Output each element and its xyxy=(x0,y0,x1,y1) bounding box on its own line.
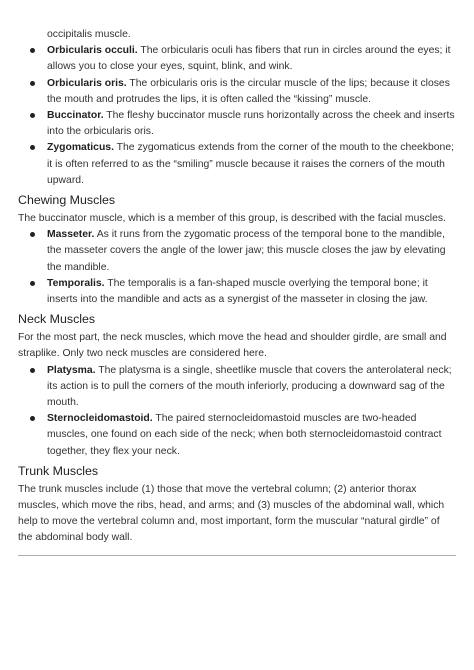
bullet-icon xyxy=(30,48,35,53)
bullet-icon xyxy=(30,81,35,86)
bullet-icon xyxy=(30,281,35,286)
list-item xyxy=(18,76,456,108)
list-item xyxy=(18,140,456,189)
neck-muscle-list xyxy=(18,363,456,460)
bullet-icon xyxy=(30,416,35,421)
chewing-muscles-intro: The buccinator muscle, which is a member of this group, is described with the facial muscles. xyxy=(18,213,446,225)
list-item xyxy=(18,108,456,140)
trunk-muscles-intro: The trunk muscles include (1) those that move the vertebral column; (2) anterior thorax muscles, which move the ribs, head, and arms; and (3) muscles of the abdominal wall, which help to move the vertebral column and, most important, form the muscular “natural girdle” of the abdominal body wall. xyxy=(18,483,445,544)
neck-muscles-heading: Neck Muscles xyxy=(18,312,96,327)
term-description: The temporalis is a fan-shaped muscle overlying the temporal bone; it inserts into the mandible and acts as a synergist of the masseter in closing the jaw. xyxy=(47,277,428,306)
term-description: As it runs from the zygomatic process of the temporal bone to the mandible, the masseter covers the angle of the lower jaw; this muscle closes the jaw by elevating the mandible. xyxy=(47,229,446,273)
document-page xyxy=(18,27,456,564)
chewing-muscle-list xyxy=(18,227,456,308)
term-label: Masseter. xyxy=(47,229,95,241)
facial-muscle-list xyxy=(18,43,456,189)
intro-continuation: occipitalis muscle. xyxy=(47,29,131,40)
chewing-muscles-heading: Chewing Muscles xyxy=(18,193,116,208)
term-description: The orbicularis oris is the circular muscle of the lips; because it closes the mouth and protrudes the lips, it is often called the “kissing” muscle. xyxy=(47,77,450,105)
term-label: Platysma. xyxy=(47,364,96,376)
trunk-muscles-heading: Trunk Muscles xyxy=(18,463,99,478)
list-item xyxy=(18,363,456,412)
term-description: The platysma is a single, sheetlike muscle that covers the anterolateral neck; its action is to pull the corners of the mouth inferiorly, producing a downward sag of the mouth. xyxy=(47,364,452,409)
term-description: The paired sternocleidomastoid muscles are two-headed muscles, one found on each side of the neck; when both sternocleidomastoid contract together, they flex your neck. xyxy=(47,413,442,457)
bullet-icon xyxy=(30,145,35,150)
list-item xyxy=(18,43,456,75)
list-item xyxy=(18,276,456,308)
list-item xyxy=(18,227,456,276)
section-divider xyxy=(18,555,456,556)
list-item xyxy=(18,411,456,460)
term-label: Orbicularis oris. xyxy=(47,77,127,89)
term-description: The fleshy buccinator muscle runs horizontally across the cheek and inserts into the orbicularis oris. xyxy=(47,110,455,138)
bullet-icon xyxy=(30,232,35,237)
term-label: Zygomaticus. xyxy=(47,142,114,154)
neck-muscles-intro: For the most part, the neck muscles, which move the head and shoulder girdle, are small and straplike. Only two neck muscles are considered here. xyxy=(18,332,447,360)
term-label: Buccinator. xyxy=(47,110,104,122)
term-label: Orbicularis occuli. xyxy=(47,45,138,57)
term-label: Temporalis. xyxy=(47,277,105,289)
bullet-icon xyxy=(30,113,35,118)
bullet-icon xyxy=(30,368,35,373)
term-label: Sternocleidomastoid. xyxy=(47,413,153,425)
term-description: The zygomaticus extends from the corner of the mouth to the cheekbone; it is often referred to as the “smiling” muscle because it raises the corners of the mouth upward. xyxy=(47,142,454,186)
term-description: The orbicularis oculi has fibers that run in circles around the eyes; it allows you to close your eyes, squint, blink, and wink. xyxy=(47,45,451,73)
